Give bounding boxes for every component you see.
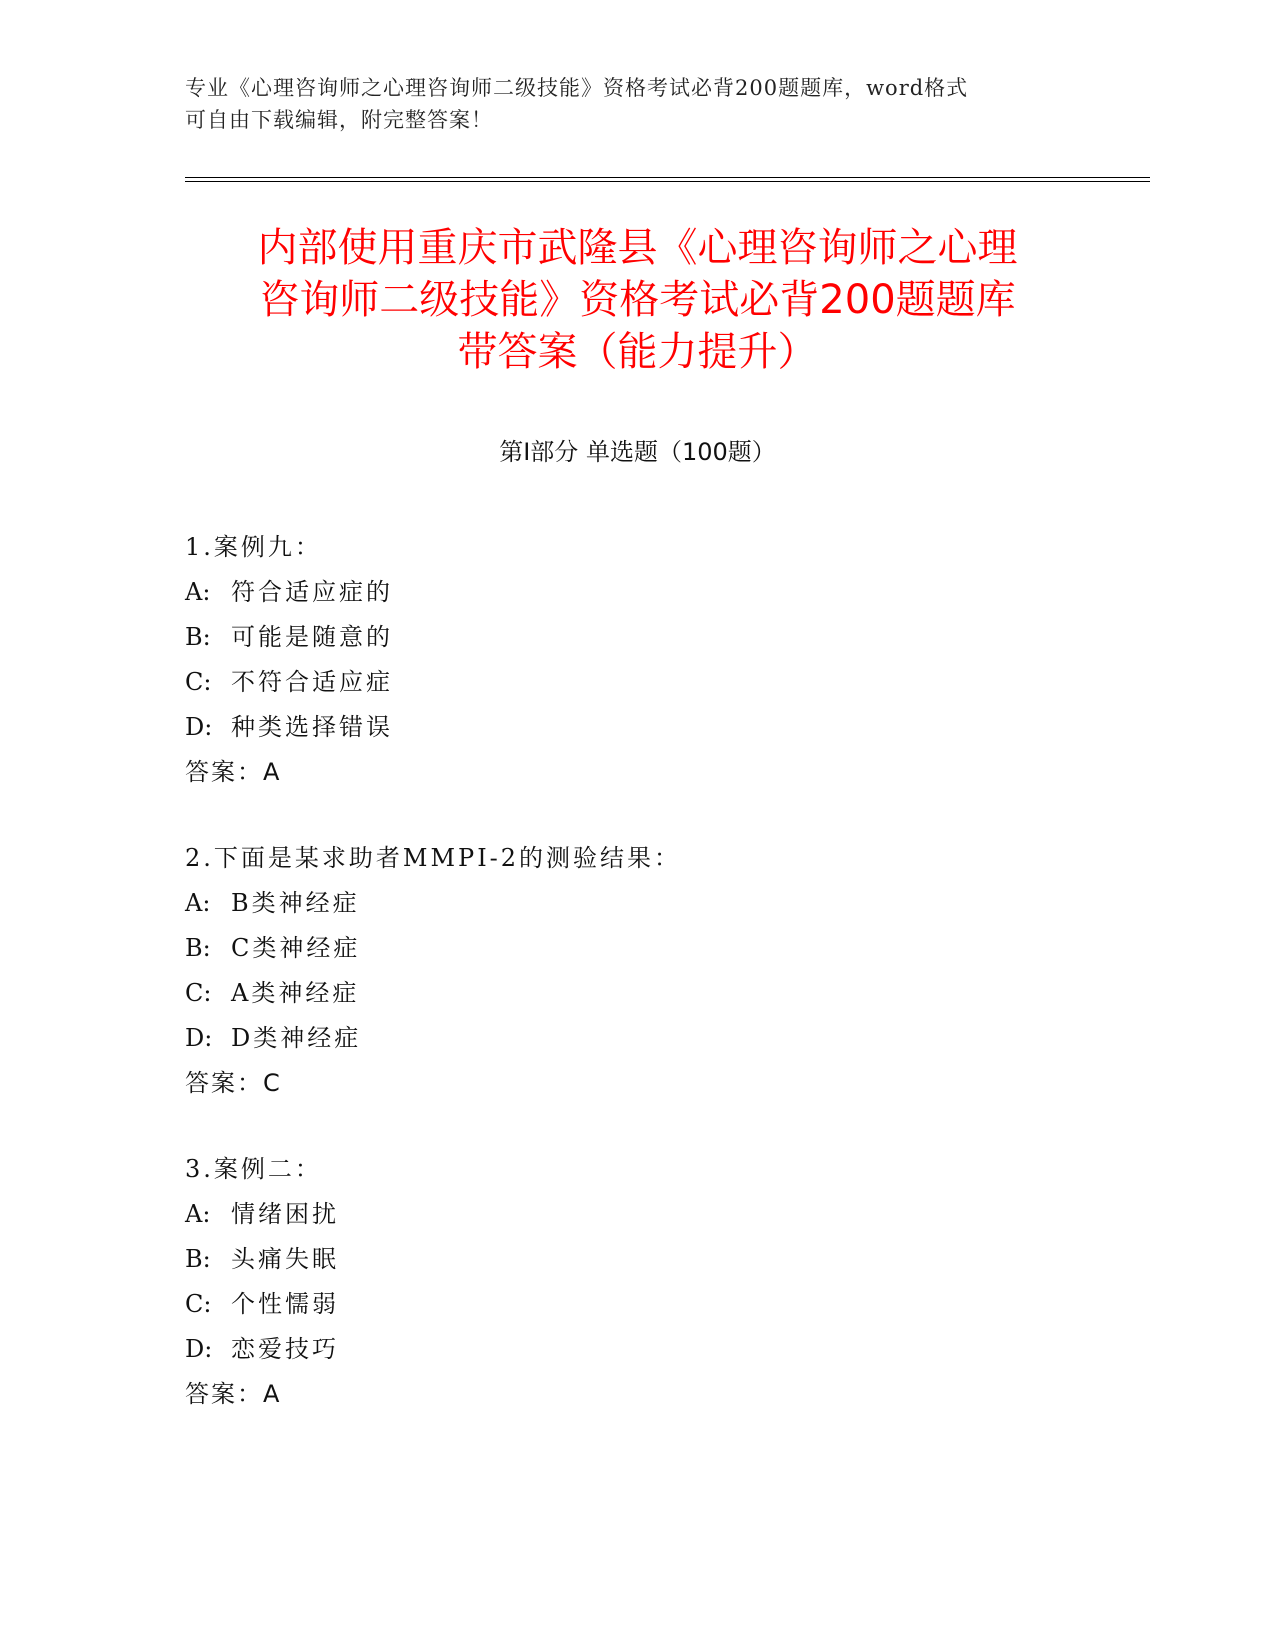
answer-row [185, 750, 1085, 795]
option-text: 恋爱技巧 [231, 1335, 339, 1363]
option-b [185, 615, 1085, 660]
option-text: B类神经症 [231, 889, 360, 917]
option-b [185, 1237, 1085, 1282]
option-text: 头痛失眠 [231, 1245, 339, 1273]
header-rule-bottom [185, 181, 1150, 182]
document-title-line-1: 内部使用重庆市武隆县《心理咨询师之心理 [257, 225, 1018, 271]
answer-label: 答案： [185, 1380, 263, 1408]
question-1 [185, 525, 1085, 795]
section-title: 第Ⅰ部分 单选题（100题） [499, 438, 776, 466]
option-key: C: [185, 668, 212, 696]
option-key: C: [185, 1290, 212, 1318]
question-3 [185, 1147, 1085, 1417]
option-d [185, 705, 1085, 750]
option-key: D: [185, 1024, 213, 1052]
option-d [185, 1016, 1085, 1061]
answer-label: 答案： [185, 1069, 263, 1097]
option-b [185, 926, 1085, 971]
option-text: D类神经症 [231, 1024, 362, 1052]
answer-value: A [263, 758, 282, 786]
option-c [185, 1282, 1085, 1327]
document-title [130, 222, 1145, 378]
answer-row [185, 1372, 1085, 1417]
header-rule-top [185, 177, 1150, 178]
header-note-line-1: 专业《心理咨询师之心理咨询师二级技能》资格考试必背200题题库，word格式 [185, 76, 969, 100]
option-key: B: [185, 1245, 211, 1273]
option-key: A: [185, 578, 211, 606]
document-title-line-2: 咨询师二级技能》资格考试必背200题题库 [259, 277, 1016, 323]
option-key: D: [185, 1335, 213, 1363]
option-key: B: [185, 623, 211, 651]
option-text: 情绪困扰 [231, 1200, 339, 1228]
question-list [185, 525, 1085, 1458]
question-2 [185, 836, 1085, 1106]
option-text: 符合适应症的 [231, 578, 393, 606]
option-d [185, 1327, 1085, 1372]
option-key: D: [185, 713, 213, 741]
option-key: B: [185, 934, 211, 962]
option-text: 可能是随意的 [231, 623, 393, 651]
option-text: 不符合适应症 [231, 668, 393, 696]
document-title-line-3: 带答案（能力提升） [457, 329, 818, 375]
option-c [185, 660, 1085, 705]
option-text: C类神经症 [231, 934, 361, 962]
option-text: 个性懦弱 [231, 1290, 339, 1318]
option-key: A: [185, 1200, 211, 1228]
answer-label: 答案： [185, 758, 263, 786]
option-a [185, 1192, 1085, 1237]
question-stem: 1.案例九： [185, 533, 322, 561]
header-note-line-2: 可自由下载编辑，附完整答案！ [185, 108, 493, 132]
header-note [185, 72, 1065, 136]
option-text: 种类选择错误 [231, 713, 393, 741]
answer-value: C [263, 1069, 282, 1097]
option-a [185, 570, 1085, 615]
option-text: A类神经症 [231, 979, 360, 1007]
option-c [185, 971, 1085, 1016]
question-stem: 3.案例二： [185, 1155, 322, 1183]
question-stem: 2.下面是某求助者MMPI-2的测验结果： [185, 844, 682, 872]
option-a [185, 881, 1085, 926]
answer-value: A [263, 1380, 282, 1408]
option-key: A: [185, 889, 211, 917]
option-key: C: [185, 979, 212, 1007]
answer-row [185, 1061, 1085, 1106]
